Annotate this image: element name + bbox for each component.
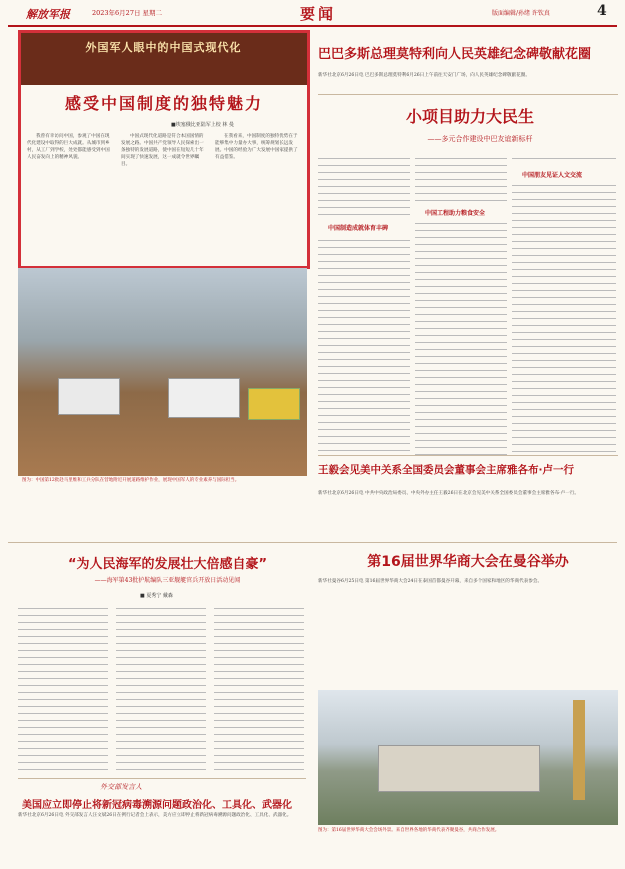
navy-col-3 [214, 603, 304, 771]
expo-photo-caption: 图为：第16届世界华商大会会场外景。来自世界各地的华商代表齐聚曼谷，共商合作发展。 [318, 828, 500, 833]
page-number: 4 [597, 3, 607, 19]
building-shape [378, 745, 540, 792]
expo-photo [318, 690, 618, 825]
project-subhead-2: 中国工程助力粮食安全 [425, 210, 486, 217]
navy-col-2 [116, 603, 206, 771]
project-col-2 [415, 153, 507, 203]
statue-shape [573, 700, 585, 800]
feature-col-2 [121, 133, 207, 263]
project-col-2b [415, 218, 507, 455]
navy-subtitle: ——海军第43批护航编队三亚舰艇官兵开放日活动见闻 [94, 577, 241, 584]
wangyi-headline[interactable]: 王毅会见美中关系全国委员会董事会主席雅各布·卢一行 [318, 464, 574, 476]
intl-headline[interactable]: 美国应立即停止将新冠病毒溯源问题政治化、工具化、武器化 [22, 800, 292, 811]
project-col-1b [318, 235, 410, 455]
navy-byline: ■ 夏秀宁 戴森 [140, 593, 173, 599]
section-title: 要闻 [300, 5, 337, 23]
project-col-3b [512, 180, 616, 455]
project-subhead-1: 中国制造成就体育丰碑 [328, 225, 389, 232]
feature-box[interactable] [18, 30, 310, 269]
feature-col-1 [27, 133, 113, 263]
project-col-1 [318, 153, 410, 221]
intl-kicker: 外交部发言人 [100, 783, 142, 791]
monument-text: 新华社北京6月26日电 巴巴多斯总理莫特利6月26日上午前往天安门广场，向人民英雄纪念碑敬献花圈。 [318, 73, 530, 78]
truck-shape [168, 378, 240, 418]
feature-banner [21, 33, 307, 85]
divider [8, 542, 617, 543]
masthead-date: 2023年6月27日 星期二 [92, 9, 163, 17]
monument-headline[interactable]: 巴巴多斯总理莫特利向人民英雄纪念碑敬献花圈 [318, 47, 592, 62]
wangyi-text: 新华社北京6月26日电 中共中央政治局委员、中央外办主任王毅26日在北京会见美中关系全国委员会董事会主席雅各布·卢一行。 [318, 491, 580, 496]
truck-shape [58, 378, 120, 415]
project-subhead-3: 中国朋友见证人文交流 [522, 172, 583, 179]
feature-photo [18, 268, 307, 476]
navy-col-1 [18, 603, 108, 771]
divider [18, 778, 306, 779]
masthead-name: 解放军报 [26, 8, 70, 21]
truck-shape [248, 388, 300, 420]
feature-byline: ■埃塞俄比亚陆军上校 林 曼 [171, 122, 234, 128]
divider [318, 455, 618, 456]
edition-info: 版面编辑/孙绪 许钦真 [492, 10, 550, 17]
intl-text: 新华社北京6月26日电 外交部发言人汪文斌26日在例行记者会上表示，美方应立即停止将新冠病毒溯源问题政治化、工具化、武器化。 [18, 813, 292, 818]
feature-paragraph: 在我看来，中国制度的独特优势在于能够集中力量办大事，统筹规划长远发展。中国的经验为广大发展中国家提供了有益借鉴。 [215, 134, 298, 160]
feature-paragraph: 我曾有幸访问中国，参观了中国在现代化建设中取得的巨大成就。从城市到乡村，从工厂到学校，处处都能感受到中国人民奋发向上的精神风貌。 [27, 134, 110, 160]
feature-col-3 [215, 133, 301, 263]
feature-photo-caption: 图为：中国第12批赴马里维和工兵分队在营地附近开展道路维护作业，展现中国军人的专业素养与国际担当。 [22, 478, 240, 483]
feature-headline[interactable]: 感受中国制度的独特魅力 [64, 94, 263, 113]
project-subtitle: ——多元合作建设中巴友谊新标杆 [427, 135, 533, 143]
expo-text: 新华社曼谷6月25日电 第16届世界华商大会24日在泰国首都曼谷开幕，来自多个国家和地区的华商代表参会。 [318, 579, 543, 584]
project-col-3 [512, 153, 616, 165]
expo-headline[interactable]: 第16届世界华商大会在曼谷举办 [367, 554, 569, 570]
header-rule [8, 25, 617, 27]
feature-paragraph: 中国式现代化道路是符合本国国情的发展之路。中国共产党领导人民探索出一条独特的发展道路，使中国在短短几十年间实现了快速发展，这一成就令世界瞩目。 [121, 134, 204, 167]
divider [318, 94, 618, 95]
project-headline[interactable]: 小项目助力大民生 [405, 107, 534, 126]
banner-title: 外国军人眼中的中国式现代化 [85, 41, 242, 54]
navy-headline[interactable]: “为人民海军的发展壮大倍感自豪” [67, 557, 268, 572]
